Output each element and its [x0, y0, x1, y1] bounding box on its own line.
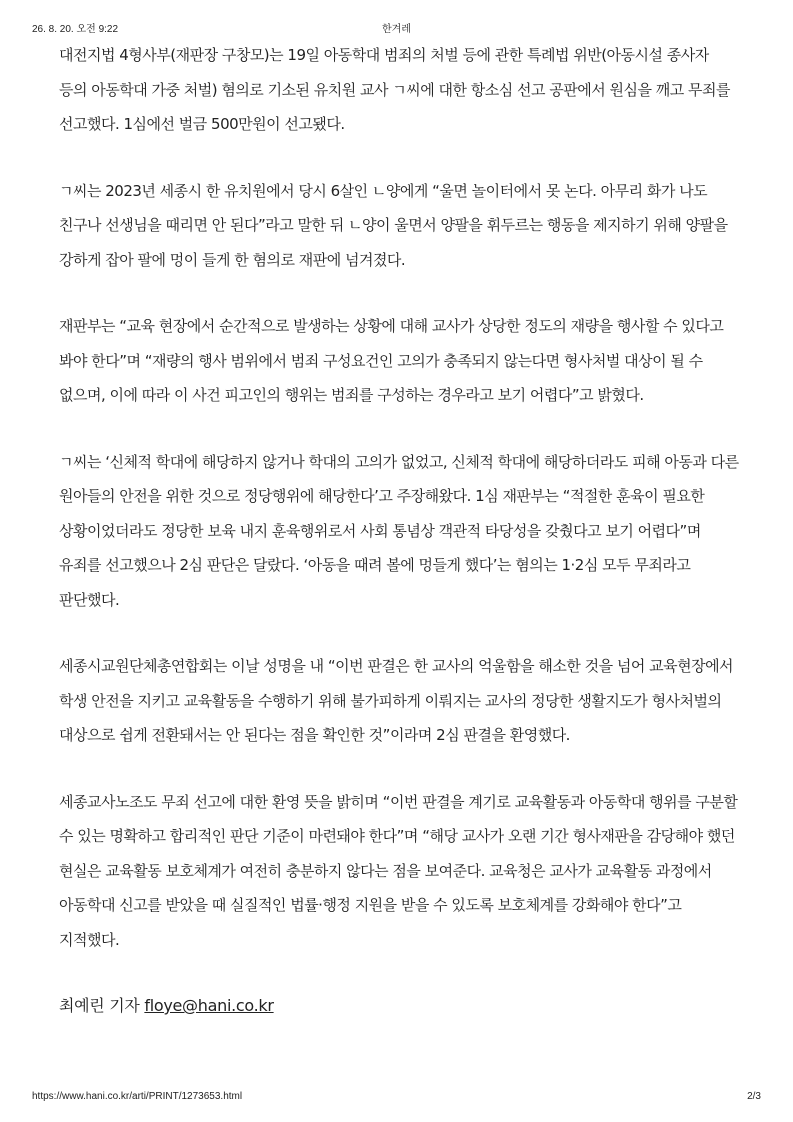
print-header [32, 20, 761, 34]
article-paragraph: 재판부는 “교육 현장에서 순간적으로 발생하는 상황에 대해 교사가 상당한 정도의 재량을 행사할 수 있다고 봐야 한다”며 “재량의 행사 범위에서 범죄 구성요건인 고의가 충족되지 않는다면 형사처벌 대상이 될 수 없으며, 이에 따라 이 사건 피고인의 행위는 범죄를 구성하는 경우라고 보기 어렵다”고 밝혔다. [59, 317, 724, 404]
article-body [59, 38, 739, 1023]
reporter-email-link[interactable]: floye@hani.co.kr [144, 996, 274, 1015]
article-paragraph: 세종교사노조도 무죄 선고에 대한 환영 뜻을 밝히며 “이번 판결을 계기로 교육활동과 아동학대 행위를 구분할 수 있는 명확하고 합리적인 판단 기준이 마련돼야 한다”며 “해당 교사가 오랜 기간 형사재판을 감당해야 했던 현실은 교육활동 보호체계가 여전히 충분하지 않다는 점을 보여준다. 교육청은 교사가 교육활동 과정에서 아동학대 신고를 받았을 때 실질적인 법률·행정 지원을 받을 수 있도록 보호체계를 강화해야 한다”고 지적했다. [59, 792, 738, 949]
article-paragraph: 대전지법 4형사부(재판장 구창모)는 19일 아동학대 범죄의 처벌 등에 관한 특례법 위반(아동시설 종사자 등의 아동학대 가중 처벌) 혐의로 기소된 유치원 교사 ㄱ씨에 대한 항소심 선고 공판에서 원심을 깨고 무죄를 선고했다. 1심에선 벌금 500만원이 선고됐다. [59, 46, 730, 133]
article-paragraph: 세종시교원단체총연합회는 이날 성명을 내 “이번 판결은 한 교사의 억울함을 해소한 것을 넘어 교육현장에서 학생 안전을 지키고 교육활동을 수행하기 위해 불가피하게 이뤄지는 교사의 정당한 생활지도가 형사처벌의 대상으로 쉽게 전환돼서는 안 된다는 점을 확인한 것”이라며 2심 판결을 환영했다. [59, 657, 734, 744]
print-page-number: 2/3 [747, 1091, 761, 1102]
article-paragraph: ㄱ씨는 ‘신체적 학대에 해당하지 않거나 학대의 고의가 없었고, 신체적 학대에 해당하더라도 피해 아동과 다른 원아들의 안전을 위한 것으로 정당행위에 해당한다’고 주장해왔다. 1심 재판부는 “적절한 훈육이 필요한 상황이었더라도 정당한 보육 내지 훈육행위로서 사회 통념상 객관적 타당성을 갖췄다고 보기 어렵다”며 유죄를 선고했으나 2심 판단은 달랐다. ‘아동을 때려 볼에 멍들게 했다’는 혐의는 1·2심 모두 무죄라고 판단했다. [59, 452, 739, 609]
reporter-name: 최예린 기자 [59, 996, 140, 1015]
article-byline [59, 989, 739, 1023]
print-datetime: 26. 8. 20. 오전 9:22 [32, 24, 119, 35]
article-paragraph: ㄱ씨는 2023년 세종시 한 유치원에서 당시 6살인 ㄴ양에게 “울면 놀이터에서 못 논다. 아무리 화가 나도 친구나 선생님을 때리면 안 된다”라고 말한 뒤 ㄴ양이 울면서 양팔을 휘두르는 행동을 제지하기 위해 양팔을 강하게 잡아 팔에 멍이 들게 한 혐의로 재판에 넘겨졌다. [59, 181, 728, 269]
print-url: https://www.hani.co.kr/arti/PRINT/1273653.html [32, 1091, 243, 1102]
print-footer [32, 1091, 761, 1105]
print-site-title: 한겨레 [382, 24, 411, 35]
